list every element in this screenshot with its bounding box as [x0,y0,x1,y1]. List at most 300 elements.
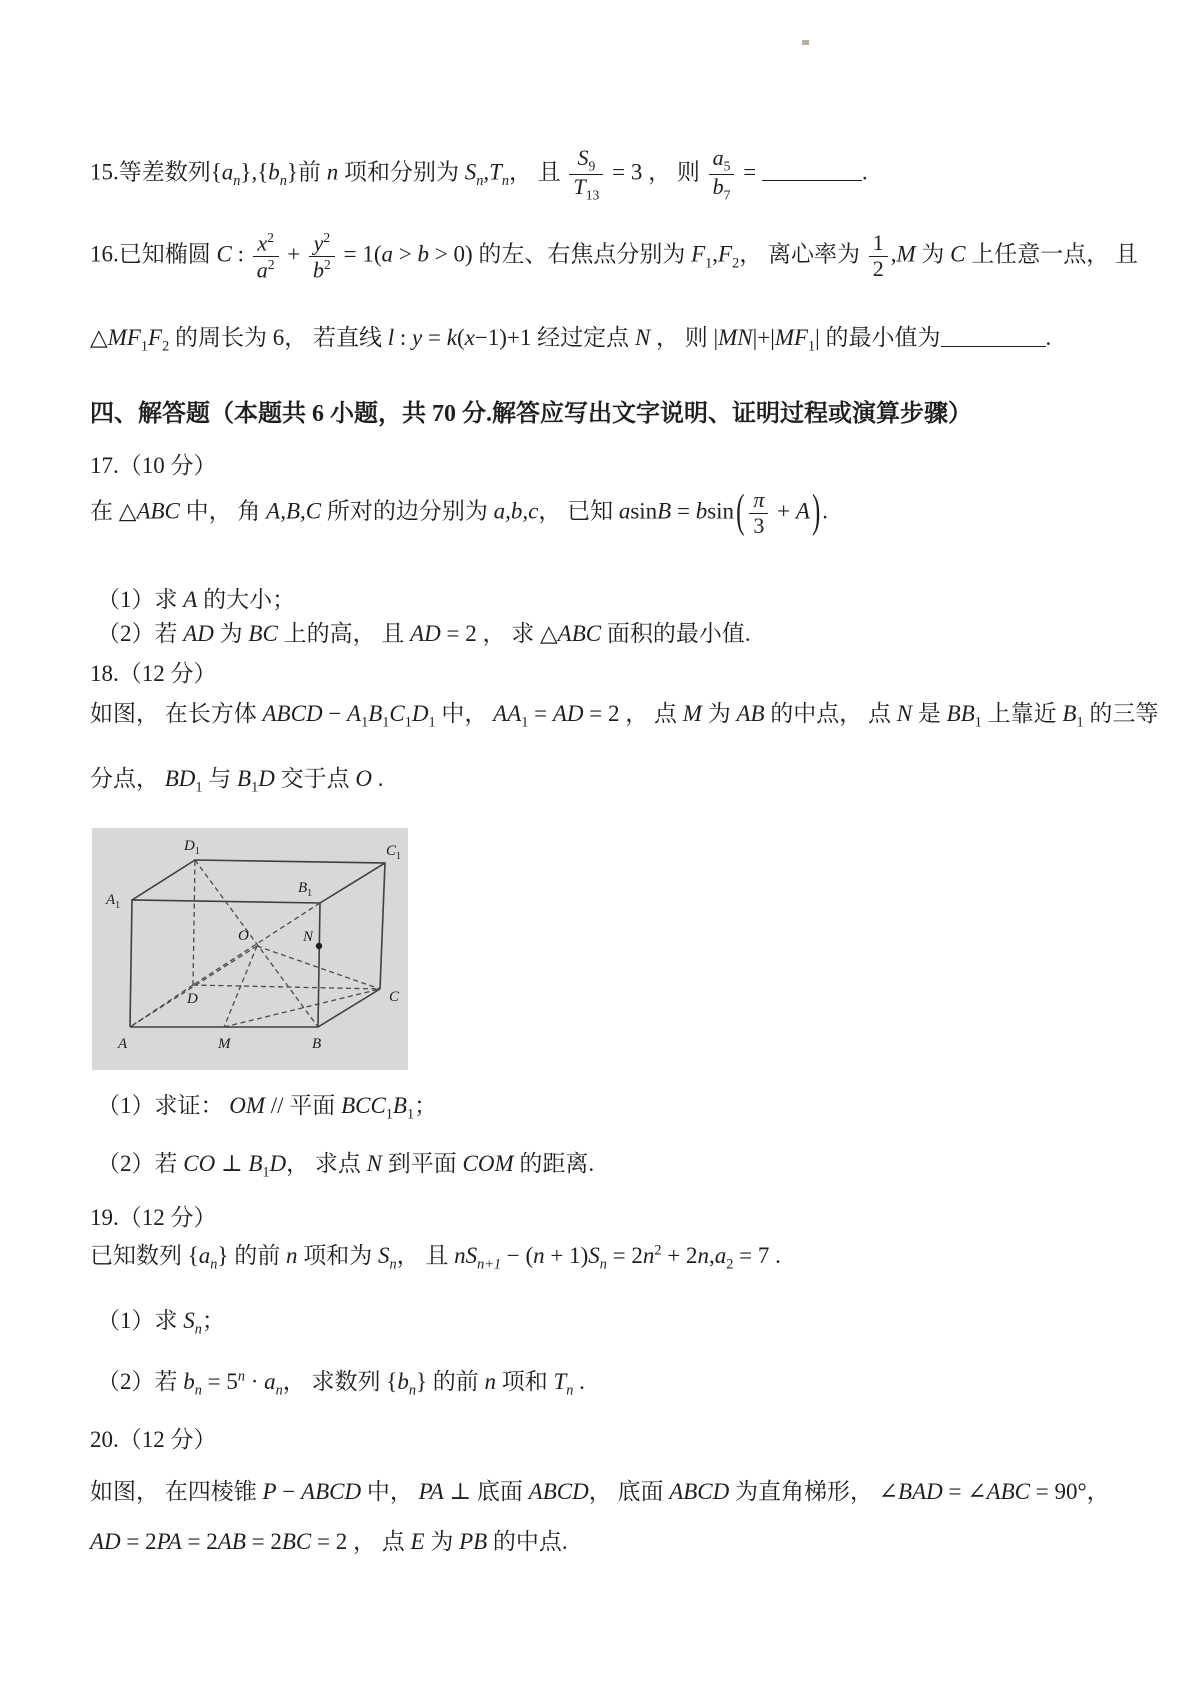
run: = [422,325,447,350]
run: = 1( [337,241,382,267]
run: // 平面 [265,1093,342,1118]
run: sin [707,498,735,524]
run: = [737,159,762,185]
var: BAD [898,1479,943,1504]
var: B [248,1151,263,1176]
var: PA [156,1529,182,1554]
dashed-edges [130,860,380,1027]
run: 19.（12 分） [90,1205,217,1230]
sub: 1 [404,714,412,731]
sub: n [210,1256,218,1273]
run: = [671,498,696,524]
run: 为 [424,1529,460,1554]
var: a [381,241,393,267]
var: n [484,1369,496,1394]
blank-underline [941,333,1046,347]
run: , [712,241,719,267]
run: 分点， [90,766,165,791]
question-18-line-1 [90,698,1158,733]
point-n-dot [316,943,322,949]
sub: 1 [140,338,149,355]
var: AB [217,1529,246,1554]
var: BD [164,766,196,791]
var: AD [90,1529,121,1554]
question-19-stem [90,1240,781,1275]
num: 1 [869,231,888,257]
var: A [795,498,810,524]
run: = 2 [245,1529,282,1554]
question-16-line-2 [90,322,1051,357]
var: D [411,701,429,726]
sub: 1 [521,714,529,731]
var: COM [462,1151,514,1176]
var: a,b,c [493,498,539,524]
run: 上的高， 且 [277,621,411,646]
var: P [262,1479,277,1504]
run: 中， [361,1479,419,1504]
var: S [183,1308,195,1333]
var: S [588,1243,600,1268]
question-19-part-2 [97,1366,585,1401]
var: a [714,1243,727,1268]
question-16-line-1 [90,230,1138,283]
sub: 1 [382,714,390,731]
sub: 1 [808,338,816,355]
run: | [713,325,719,350]
edge-d-c [193,985,380,989]
num [749,488,768,514]
question-20-line-1 [90,1476,1110,1507]
run: ， 且 [508,159,567,185]
run: 18.（12 分） [90,661,217,686]
run: 的大小； [197,587,296,612]
var: AA [493,701,522,726]
run: 项和为 [297,1243,378,1268]
run: 17.（10 分） [90,453,217,478]
run: （2）若 [97,1369,184,1394]
sub: n [501,173,509,190]
num [709,146,735,175]
run: }前 [286,159,327,185]
var: a [618,498,631,524]
run: = 2 [120,1529,157,1554]
frac [253,230,279,283]
var: ABC [557,621,602,646]
var: F [148,325,163,350]
run: − ( [500,1243,534,1268]
frac [749,488,768,538]
var: BCC [341,1093,386,1118]
num [569,146,603,175]
sub: n [275,1382,283,1399]
run: − [276,1479,302,1504]
var: A,B,C [266,498,322,524]
question-19-number [90,1202,217,1233]
var: ABCD [301,1479,362,1504]
sup: 2 [267,256,275,272]
sub: 1 [1076,714,1084,731]
label-n: N [303,929,314,945]
run: 为直角梯形， ∠ [729,1479,899,1504]
run: 的中点， 点 [764,701,897,726]
run: = 7 . [733,1243,781,1268]
var: k [446,325,457,350]
sub: n [194,1321,202,1338]
sub: 2 [162,338,170,355]
run: 中， [435,701,494,726]
den [569,175,603,203]
run: | 的最小值为 [815,325,941,350]
edge-a-a1-b1-b [130,900,320,1027]
var: D [258,766,275,791]
run: 的距离. [513,1151,595,1176]
var: T [553,1369,567,1394]
sup: n [237,1368,245,1385]
var: AB [736,701,765,726]
run: ， 求点 [286,1151,367,1176]
frac [569,146,603,202]
run: −1)+1 经过定点 [474,325,635,350]
run: |+| [752,325,775,350]
run: ( [456,325,465,350]
frac [309,230,335,283]
var: a [264,1369,276,1394]
sub: n [408,1382,416,1399]
sub: n [389,1256,397,1273]
var: b [695,498,708,524]
sub: 1 [262,1164,270,1181]
var: F [691,241,706,267]
run: + 2 [661,1243,698,1268]
var: a [221,159,234,185]
var: M [896,241,916,267]
run: − [322,701,348,726]
sub: 1 [195,779,203,796]
run: （1）求 [97,1308,184,1333]
question-17-part-2 [97,618,751,649]
run: ， 则 [650,325,714,350]
sub: n [194,1382,202,1399]
run: + 1) [544,1243,589,1268]
var: S [464,159,477,185]
var: n [285,1243,298,1268]
run: 所对的边分别为 [321,498,494,524]
run: ， 离心率为 [739,241,866,267]
scan-artifact [802,40,809,45]
var: S [577,145,589,170]
run: = 2 [606,1243,643,1268]
run: . [861,159,868,185]
run: 到平面 [382,1151,463,1176]
question-17-stem [90,488,828,538]
run: = 2 ， 求 △ [440,621,558,646]
run: > [392,241,418,267]
run: 是 [912,701,947,726]
run: ， 且 [396,1243,455,1268]
sub: 1 [361,714,369,731]
var: AD [552,701,584,726]
run: } 的前 [415,1369,485,1394]
label-d: D [187,991,198,1007]
run: sin [630,498,658,524]
frac [709,146,735,202]
run: 中， 角 [179,498,267,524]
segment-o-m [224,946,257,1027]
num [309,230,335,257]
var: ABCD [528,1479,589,1504]
run: ， 底面 [588,1479,670,1504]
run: 为 [915,241,951,267]
run: = 2 [181,1529,218,1554]
var: x [257,230,268,256]
question-18-part-2 [97,1148,594,1183]
num [253,230,279,257]
var: D [269,1151,287,1176]
run: 项和 [496,1369,554,1394]
var: S [377,1243,390,1268]
var: ABCD [262,701,323,726]
label-c: C [389,989,400,1005]
frac [869,231,888,281]
var: l [387,325,395,350]
run: { [210,159,222,185]
edge-b1-c1 [320,863,385,903]
var: PA [418,1479,444,1504]
run: · [244,1369,265,1394]
var: nS [454,1243,478,1268]
var: C [389,701,405,726]
var: T [573,173,586,199]
var: B [237,766,252,791]
run: + [281,241,307,267]
run: ， 求数列 { [282,1369,398,1394]
var: ABC [136,498,180,524]
sub: 1 [251,779,259,796]
run: 的周长为 6， 若直线 [169,325,388,350]
sup: 2 [267,230,274,245]
run: : [394,325,413,350]
var: a [198,1243,211,1268]
run: ； [201,1308,225,1333]
sub: n [599,1256,607,1273]
run: ， 已知 [538,498,619,524]
run: 的三等 [1083,701,1159,726]
den: 3 [753,512,765,538]
sub: 1 [428,714,436,731]
run: . [822,498,829,524]
run: > 0) 的左、右焦点分别为 [428,241,692,267]
label-a1: $A_1$ [106,892,121,911]
label-d1: $D_1$ [184,838,200,857]
run: 交于点 [274,766,356,791]
var: N [634,325,651,350]
var: M [682,701,702,726]
run: 为 [213,621,249,646]
run: ； [414,1093,438,1118]
run: = 2 ， 点 [311,1529,411,1554]
cuboid-svg [92,828,408,1070]
edge-d-d1 [193,860,195,985]
run: , [708,1243,715,1268]
var: n [326,159,339,185]
run: 20.（12 分） [90,1427,217,1452]
var: BC [248,621,278,646]
big-paren-right: ) [811,487,821,538]
sub: 1 [974,714,982,731]
sub: n [566,1382,574,1399]
label-b1: $B_1$ [298,880,313,899]
sub: 2 [726,1256,734,1273]
var: N [896,701,913,726]
var: T [489,159,502,185]
den [253,257,279,283]
run: 面积的最小值. [601,621,751,646]
var: ABC [986,1479,1030,1504]
run: = 3 ， 则 [606,159,706,185]
question-18-line-2 [90,763,383,798]
question-15 [90,146,868,202]
run: 为 [701,701,737,726]
sub: n [476,173,484,190]
var: AD [183,621,214,646]
var: π [753,487,765,512]
run: = 90°， [1029,1479,1110,1504]
run: 在 △ [90,498,137,524]
var: MF [107,325,141,350]
var: O [355,766,372,791]
sub: 1 [705,255,713,272]
question-18-number [90,658,217,689]
question-20-line-2 [90,1526,568,1557]
run: , [483,159,490,185]
run: 与 [202,766,238,791]
sub: 13 [585,187,600,203]
var: a [256,257,268,283]
var: A [183,587,198,612]
sub: 1 [385,1106,393,1123]
var: PB [459,1529,488,1554]
den [709,175,735,203]
label-a: A [118,1036,128,1052]
den [309,257,335,283]
var: B [657,498,672,524]
run: （1）求证： [97,1093,230,1118]
var: MF [774,325,809,350]
run: . [573,1369,585,1394]
sub: n [233,173,241,190]
run: （2）若 [97,621,184,646]
var: n [697,1243,709,1268]
run: 上靠近 [981,701,1063,726]
section-title: 四、解答题（本题共 6 小题，共 70 分.解答应写出文字说明、证明过程或演算步骤） [90,401,972,427]
var: a [712,145,724,170]
sub: 7 [723,187,731,203]
sub: 2 [732,255,740,272]
run: 15.等差数列 [90,159,211,185]
var: b [268,159,280,185]
run: = 2 ， 点 [583,701,683,726]
run: = [528,701,553,726]
run: 已知数列 { [90,1243,199,1268]
run: 16.已知椭圆 [90,241,217,267]
run: = 5 [201,1369,238,1394]
var: BC [281,1529,312,1554]
run: + [771,498,796,524]
sub: n+1 [477,1256,501,1273]
var: F [718,241,733,267]
sub: n [279,173,287,190]
run: ⊥ [215,1151,249,1176]
question-18-part-1 [97,1090,437,1125]
run: 如图， 在长方体 [90,701,263,726]
var: n [642,1243,655,1268]
section-4-header [90,398,972,430]
run: , [890,241,897,267]
run: 上任意一点， 且 [965,241,1138,267]
var: b [712,173,724,199]
var: A [347,701,362,726]
var: x [464,325,475,350]
run: ⊥ 底面 [443,1479,529,1504]
sup: 2 [324,256,331,272]
label-b: B [312,1036,322,1052]
question-17-number [90,450,217,481]
sub: 5 [723,158,731,174]
var: BB [946,701,975,726]
blank-underline [762,168,862,182]
run: △ [90,325,108,350]
var: OM [229,1093,266,1118]
sup: 2 [323,230,331,245]
var: ABCD [669,1479,730,1504]
cuboid-figure [92,828,408,1070]
var: C [216,241,232,267]
var: C [950,241,966,267]
var: CO [183,1151,216,1176]
run: . [371,766,384,791]
sub: 1 [406,1106,415,1123]
question-19-part-1 [97,1305,225,1340]
var: B [1062,701,1077,726]
var: MN [718,325,753,350]
run: 如图， 在四棱锥 [90,1479,263,1504]
edge-a-b-c [130,989,380,1027]
run: } 的前 [217,1243,286,1268]
var: y [412,325,423,350]
run: : [231,241,250,267]
den: 2 [872,255,884,281]
segment-m-c [224,989,380,1027]
var: b [183,1369,195,1394]
sub: 9 [588,158,596,174]
question-20-number [90,1424,217,1455]
sup: 2 [654,1242,662,1259]
run: 的中点. [487,1529,568,1554]
var: b [417,241,429,267]
label-m: M [218,1036,231,1052]
big-paren-left: ( [736,487,745,538]
run: = ∠ [942,1479,987,1504]
var: N [366,1151,382,1176]
var: B [392,1093,407,1118]
var: n [533,1243,545,1268]
var: AD [410,621,441,646]
run: （2）若 [97,1151,184,1176]
var: y [313,230,324,256]
run: （1）求 [97,587,184,612]
run: },{ [240,159,269,185]
var: E [410,1529,425,1554]
